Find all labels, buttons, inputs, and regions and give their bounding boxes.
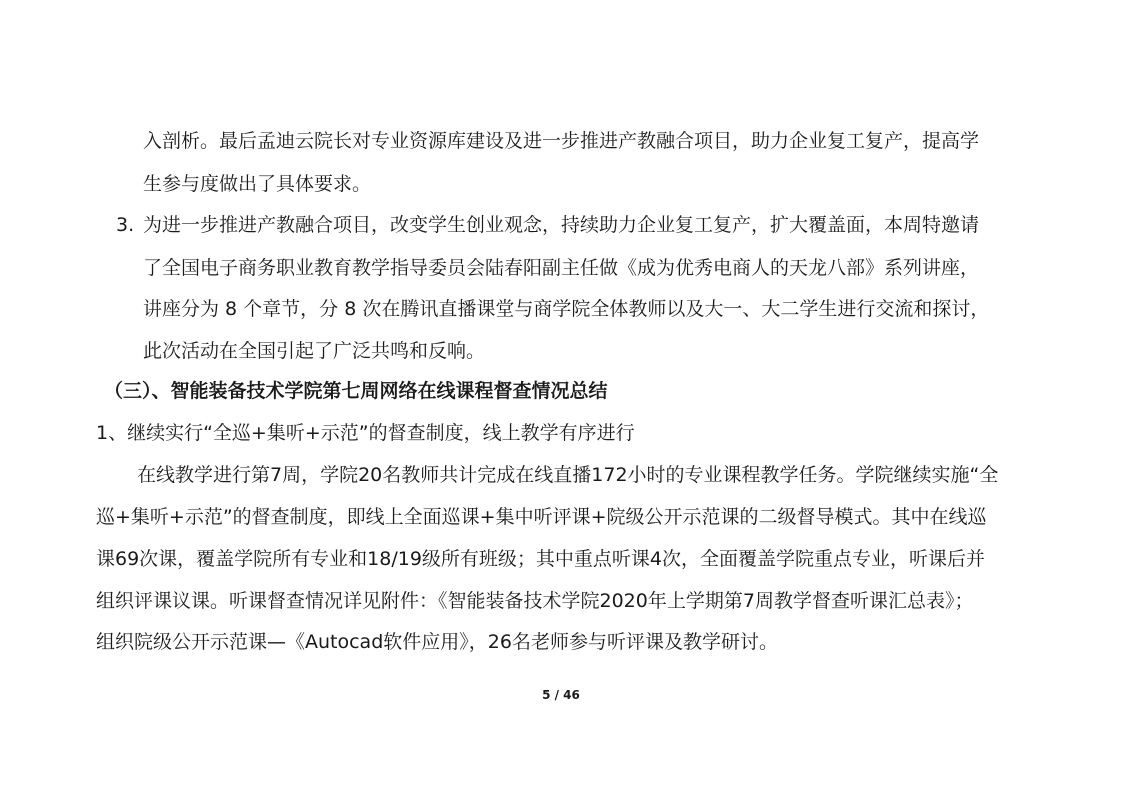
item-3-line-2: 了全国电子商务职业教育教学指导委员会陆春阳副主任做《成为优秀电商人的天龙八部》系列讲座，: [143, 257, 980, 279]
item-3-line-1: 为进一步推进产教融合项目，改变学生创业观念，持续助力企业复工复产，扩大覆盖面，本周特邀请: [143, 214, 980, 236]
item-3-line-3: 讲座分为 8 个章节，分 8 次在腾讯直播课堂与商学院全体教师以及大一、大二学生进行交流和探讨，: [143, 298, 990, 320]
item-3-number: 3.: [116, 214, 135, 236]
paragraph-line-4: 组织评课议课。听课督查情况详见附件：《智能装备技术学院2020年上学期第7周教学督查听课汇总表》；: [96, 590, 974, 612]
continued-item-line-2: 生参与度做出了具体要求。: [143, 173, 372, 195]
item-3-line-4: 此次活动在全国引起了广泛共鸣和反响。: [143, 340, 486, 362]
paragraph-line-2: 巡+集听+示范”的督查制度，即线上全面巡课+集中听评课+院级公开示范课的二级督导模式。其中在线巡: [96, 506, 987, 528]
page-number: 5 / 46: [542, 688, 580, 702]
paragraph-line-3: 课69次课，覆盖学院所有专业和18/19级所有班级；其中重点听课4次，全面覆盖学院重点专业，听课后并: [96, 548, 986, 570]
paragraph-line-5: 组织院级公开示范课—《Autocad软件应用》，26名老师参与听评课及教学研讨。: [96, 631, 778, 653]
subheading: 1、继续实行“全巡+集听+示范”的督查制度，线上教学有序进行: [96, 422, 635, 444]
paragraph-line-1: 在线教学进行第7周，学院20名教师共计完成在线直播172小时的专业课程教学任务。学院继续实施“全: [137, 464, 999, 486]
continued-item-line-1: 入剖析。最后孟迪云院长对专业资源库建设及进一步推进产教融合项目，助力企业复工复产，提高学: [143, 130, 980, 152]
section-heading: （三）、智能装备技术学院第七周网络在线课程督查情况总结: [104, 380, 608, 402]
